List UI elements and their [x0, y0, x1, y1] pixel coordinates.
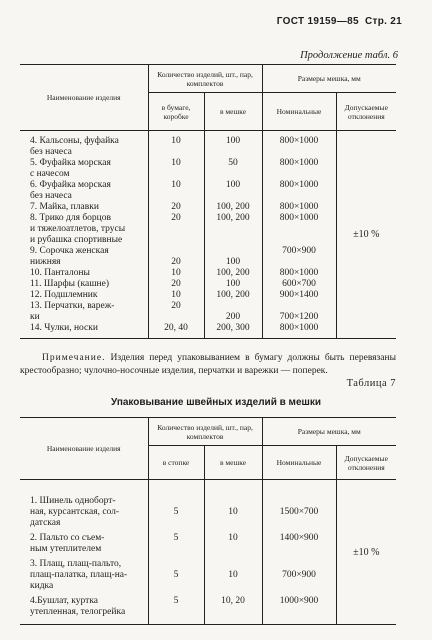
- qty-in-box: [148, 131, 204, 159]
- qty-in-bag: [204, 246, 262, 268]
- nominal-size-line: 900×1400: [279, 290, 319, 300]
- item-name-line: 9. Сорочка женская: [30, 246, 109, 256]
- table-note: [20, 352, 396, 377]
- item-name-line: 5. Фуфайка морская: [30, 158, 111, 168]
- qty-in-box: [148, 158, 204, 180]
- qty-in-stack: [148, 533, 204, 559]
- qty-in-bag-line: 10: [228, 570, 238, 580]
- qty-in-bag-line: [205, 301, 262, 312]
- item-name-line: 11. Шарфы (кашне): [30, 279, 109, 289]
- qty-in-box-line: 20: [171, 301, 181, 311]
- item-name-line: и рубашка спортивные: [30, 235, 123, 245]
- qty-in-box: [148, 268, 204, 279]
- qty-in-bag-line: 100: [225, 279, 241, 289]
- item-name: [20, 301, 148, 323]
- nominal-size: [262, 290, 336, 301]
- item-name-line: плащ-палатка, плащ-на-: [30, 570, 128, 580]
- item-name: [20, 279, 148, 290]
- table-number: Таблица 7: [346, 378, 396, 389]
- nominal-size: [262, 279, 336, 290]
- item-name-line: 10. Панталоны: [30, 268, 90, 278]
- qty-in-bag-line: 10, 20: [221, 596, 245, 606]
- nominal-size-line: 800×1000: [279, 268, 319, 278]
- column-header-bag-size: Размеры мешка, мм: [262, 418, 396, 446]
- item-name-line: 3. Плащ, плащ-пальто,: [30, 559, 122, 569]
- nominal-size-line: 800×1000: [279, 213, 319, 223]
- qty-in-box-line: 10: [171, 136, 181, 146]
- qty-in-bag: [204, 131, 262, 159]
- table-row: [20, 480, 396, 534]
- table-title: Упаковывание швейных изделий в мешки: [110, 397, 322, 408]
- qty-in-stack-line: [149, 496, 204, 507]
- item-name-line: ки: [30, 312, 40, 322]
- column-header-bag-size: Размеры мешка, мм: [262, 65, 396, 93]
- qty-in-box: [148, 213, 204, 246]
- item-name-line: 6. Фуфайка морская: [30, 180, 111, 190]
- table-6-body: [20, 131, 396, 339]
- item-name-line: 1. Шинель одноборт-: [30, 496, 116, 506]
- qty-in-box: [148, 279, 204, 290]
- qty-in-bag: [204, 202, 262, 213]
- column-header-name: Наименование изделия: [20, 65, 148, 131]
- qty-in-bag-line: 10: [228, 507, 238, 517]
- nominal-size-line: [263, 559, 336, 570]
- qty-in-bag: [204, 213, 262, 246]
- qty-in-bag-line: 100, 200: [216, 202, 250, 212]
- item-name-line: утепленная, телогрейка: [30, 607, 126, 617]
- item-name-line: с начесом: [30, 169, 70, 179]
- column-header-in-box: в бумаге, коробке: [148, 93, 204, 131]
- item-name: [20, 158, 148, 180]
- qty-in-bag: [204, 559, 262, 596]
- nominal-size: [262, 158, 336, 180]
- qty-in-bag-line: 200: [225, 312, 241, 322]
- item-name-line: 7. Майка, плавки: [30, 202, 99, 212]
- qty-in-bag: [204, 268, 262, 279]
- qty-in-bag-line: 100: [225, 136, 241, 146]
- nominal-size-line: 1000×900: [279, 596, 319, 606]
- table-continuation-label: Продолжение табл. 6: [300, 50, 398, 61]
- column-header-quantity: Количество изделий, шт., пар, комплектов: [148, 418, 262, 446]
- qty-in-stack-line: 5: [173, 596, 179, 606]
- qty-in-bag: [204, 158, 262, 180]
- nominal-size: [262, 533, 336, 559]
- nominal-size: [262, 323, 336, 339]
- qty-in-stack-line: 5: [173, 570, 179, 580]
- qty-in-box-line: 20: [171, 202, 181, 212]
- tolerance-value: ±10 %: [336, 480, 396, 625]
- item-name: [20, 213, 148, 246]
- qty-in-bag: [204, 480, 262, 534]
- column-header-name: Наименование изделия: [20, 418, 148, 480]
- qty-in-stack-line: [149, 559, 204, 570]
- qty-in-box: [148, 290, 204, 301]
- nominal-size-line: 700×1200: [279, 312, 319, 322]
- item-name-line: 4. Кальсоны, фуфайка: [30, 136, 119, 146]
- qty-in-stack-line: 5: [173, 507, 179, 517]
- item-name: [20, 533, 148, 559]
- qty-in-bag-line: 100: [225, 257, 241, 267]
- qty-in-bag-line: [205, 496, 262, 507]
- nominal-size-line: [263, 496, 336, 507]
- item-name: [20, 246, 148, 268]
- qty-in-box: [148, 180, 204, 202]
- item-name-line: и тяжелоатлетов, трусы: [30, 224, 126, 234]
- qty-in-bag: [204, 596, 262, 625]
- qty-in-bag-line: 10: [228, 533, 238, 543]
- item-name: [20, 596, 148, 625]
- nominal-size-line: 800×1000: [279, 202, 319, 212]
- qty-in-bag-line: 50: [228, 158, 238, 168]
- item-name: [20, 290, 148, 301]
- item-name: [20, 559, 148, 596]
- nominal-size-line: 700×900: [282, 570, 316, 580]
- item-name-line: ным утеплителем: [30, 544, 102, 554]
- item-name-line: 12. Подшлемник: [30, 290, 98, 300]
- qty-in-bag: [204, 180, 262, 202]
- column-header-nominal: Номинальные: [262, 446, 336, 480]
- qty-in-box: [148, 301, 204, 323]
- item-name: [20, 131, 148, 159]
- nominal-size: [262, 131, 336, 159]
- qty-in-stack-line: 5: [173, 533, 179, 543]
- nominal-size-line: 800×1000: [279, 136, 319, 146]
- nominal-size-line: 800×1000: [279, 180, 319, 190]
- qty-in-box-line: 20: [171, 213, 181, 223]
- item-name-line: ная, курсантская, сол-: [30, 507, 120, 517]
- qty-in-box-line: 20: [171, 257, 181, 267]
- nominal-size: [262, 596, 336, 625]
- nominal-size: [262, 202, 336, 213]
- qty-in-bag: [204, 533, 262, 559]
- item-name-line: без начеса: [30, 147, 72, 157]
- qty-in-box-line: 10: [171, 158, 181, 168]
- qty-in-stack: [148, 596, 204, 625]
- column-header-in-stack: в стопке: [148, 446, 204, 480]
- tolerance-value: ±10 %: [336, 131, 396, 339]
- nominal-size: [262, 301, 336, 323]
- column-header-quantity: Количество изделий, шт., пар, комплектов: [148, 65, 262, 93]
- nominal-size-line: 800×1000: [279, 323, 319, 333]
- qty-in-box-line: 10: [171, 290, 181, 300]
- item-name: [20, 323, 148, 339]
- item-name-line: кидка: [30, 581, 54, 591]
- nominal-size-line: 700×900: [282, 246, 316, 256]
- item-name-line: 8. Трико для борцов: [30, 213, 112, 223]
- item-name-line: нижняя: [30, 257, 61, 267]
- qty-in-bag: [204, 301, 262, 323]
- qty-in-box-line: 10: [171, 180, 181, 190]
- item-name: [20, 202, 148, 213]
- table-6: [20, 64, 396, 339]
- nominal-size: [262, 246, 336, 268]
- qty-in-bag-line: [205, 559, 262, 570]
- nominal-size: [262, 213, 336, 246]
- qty-in-bag-line: [205, 246, 262, 257]
- qty-in-bag-line: 100: [225, 180, 241, 190]
- nominal-size: [262, 268, 336, 279]
- nominal-size: [262, 480, 336, 534]
- qty-in-stack: [148, 480, 204, 534]
- qty-in-stack: [148, 559, 204, 596]
- qty-in-bag-line: 200, 300: [216, 323, 250, 333]
- page-number: Стр. 21: [364, 16, 402, 27]
- qty-in-box: [148, 202, 204, 213]
- nominal-size-line: 800×1000: [279, 158, 319, 168]
- qty-in-box-line: [149, 246, 204, 257]
- qty-in-bag-line: 100, 200: [216, 290, 250, 300]
- page-header: [277, 16, 402, 27]
- qty-in-bag: [204, 290, 262, 301]
- qty-in-box: [148, 323, 204, 339]
- item-name-line: 4.Бушлат, куртка: [30, 596, 99, 606]
- qty-in-bag-line: 100, 200: [216, 268, 250, 278]
- note-text: Изделия перед упаковыванием в бумагу должны быть перевязаны крестообразно; чулочно-носочные изделия, перчатки и варежки — поперек.: [20, 353, 396, 376]
- standard-title: ГОСТ 19159—85: [276, 16, 359, 27]
- item-name-line: без начеса: [30, 191, 72, 201]
- nominal-size-line: [263, 301, 336, 312]
- table-row: [20, 131, 396, 159]
- item-name: [20, 268, 148, 279]
- qty-in-box-line: 20: [171, 279, 181, 289]
- qty-in-bag: [204, 323, 262, 339]
- note-label: Примечание.: [42, 353, 106, 363]
- nominal-size-line: 600×700: [282, 279, 316, 289]
- column-header-tolerance: Допускаемые отклонения: [336, 93, 396, 131]
- qty-in-bag: [204, 279, 262, 290]
- qty-in-bag-line: 100, 200: [216, 213, 250, 223]
- column-header-nominal: Номинальные: [262, 93, 336, 131]
- nominal-size-line: 1400×900: [279, 533, 319, 543]
- table-7-body: [20, 480, 396, 625]
- nominal-size: [262, 180, 336, 202]
- nominal-size-line: 1500×700: [279, 507, 319, 517]
- qty-in-box: [148, 246, 204, 268]
- column-header-tolerance: Допускаемые отклонения: [336, 446, 396, 480]
- item-name: [20, 180, 148, 202]
- item-name-line: 2. Пальто со съем-: [30, 533, 105, 543]
- column-header-in-bag: в мешке: [204, 446, 262, 480]
- item-name: [20, 480, 148, 534]
- item-name-line: 13. Перчатки, вареж-: [30, 301, 115, 311]
- nominal-size: [262, 559, 336, 596]
- column-header-in-bag: в мешке: [204, 93, 262, 131]
- qty-in-box-line: 10: [171, 268, 181, 278]
- table-7: [20, 417, 396, 625]
- qty-in-box-line: 20, 40: [164, 323, 188, 333]
- item-name-line: датская: [30, 518, 61, 528]
- item-name-line: 14. Чулки, носки: [30, 323, 98, 333]
